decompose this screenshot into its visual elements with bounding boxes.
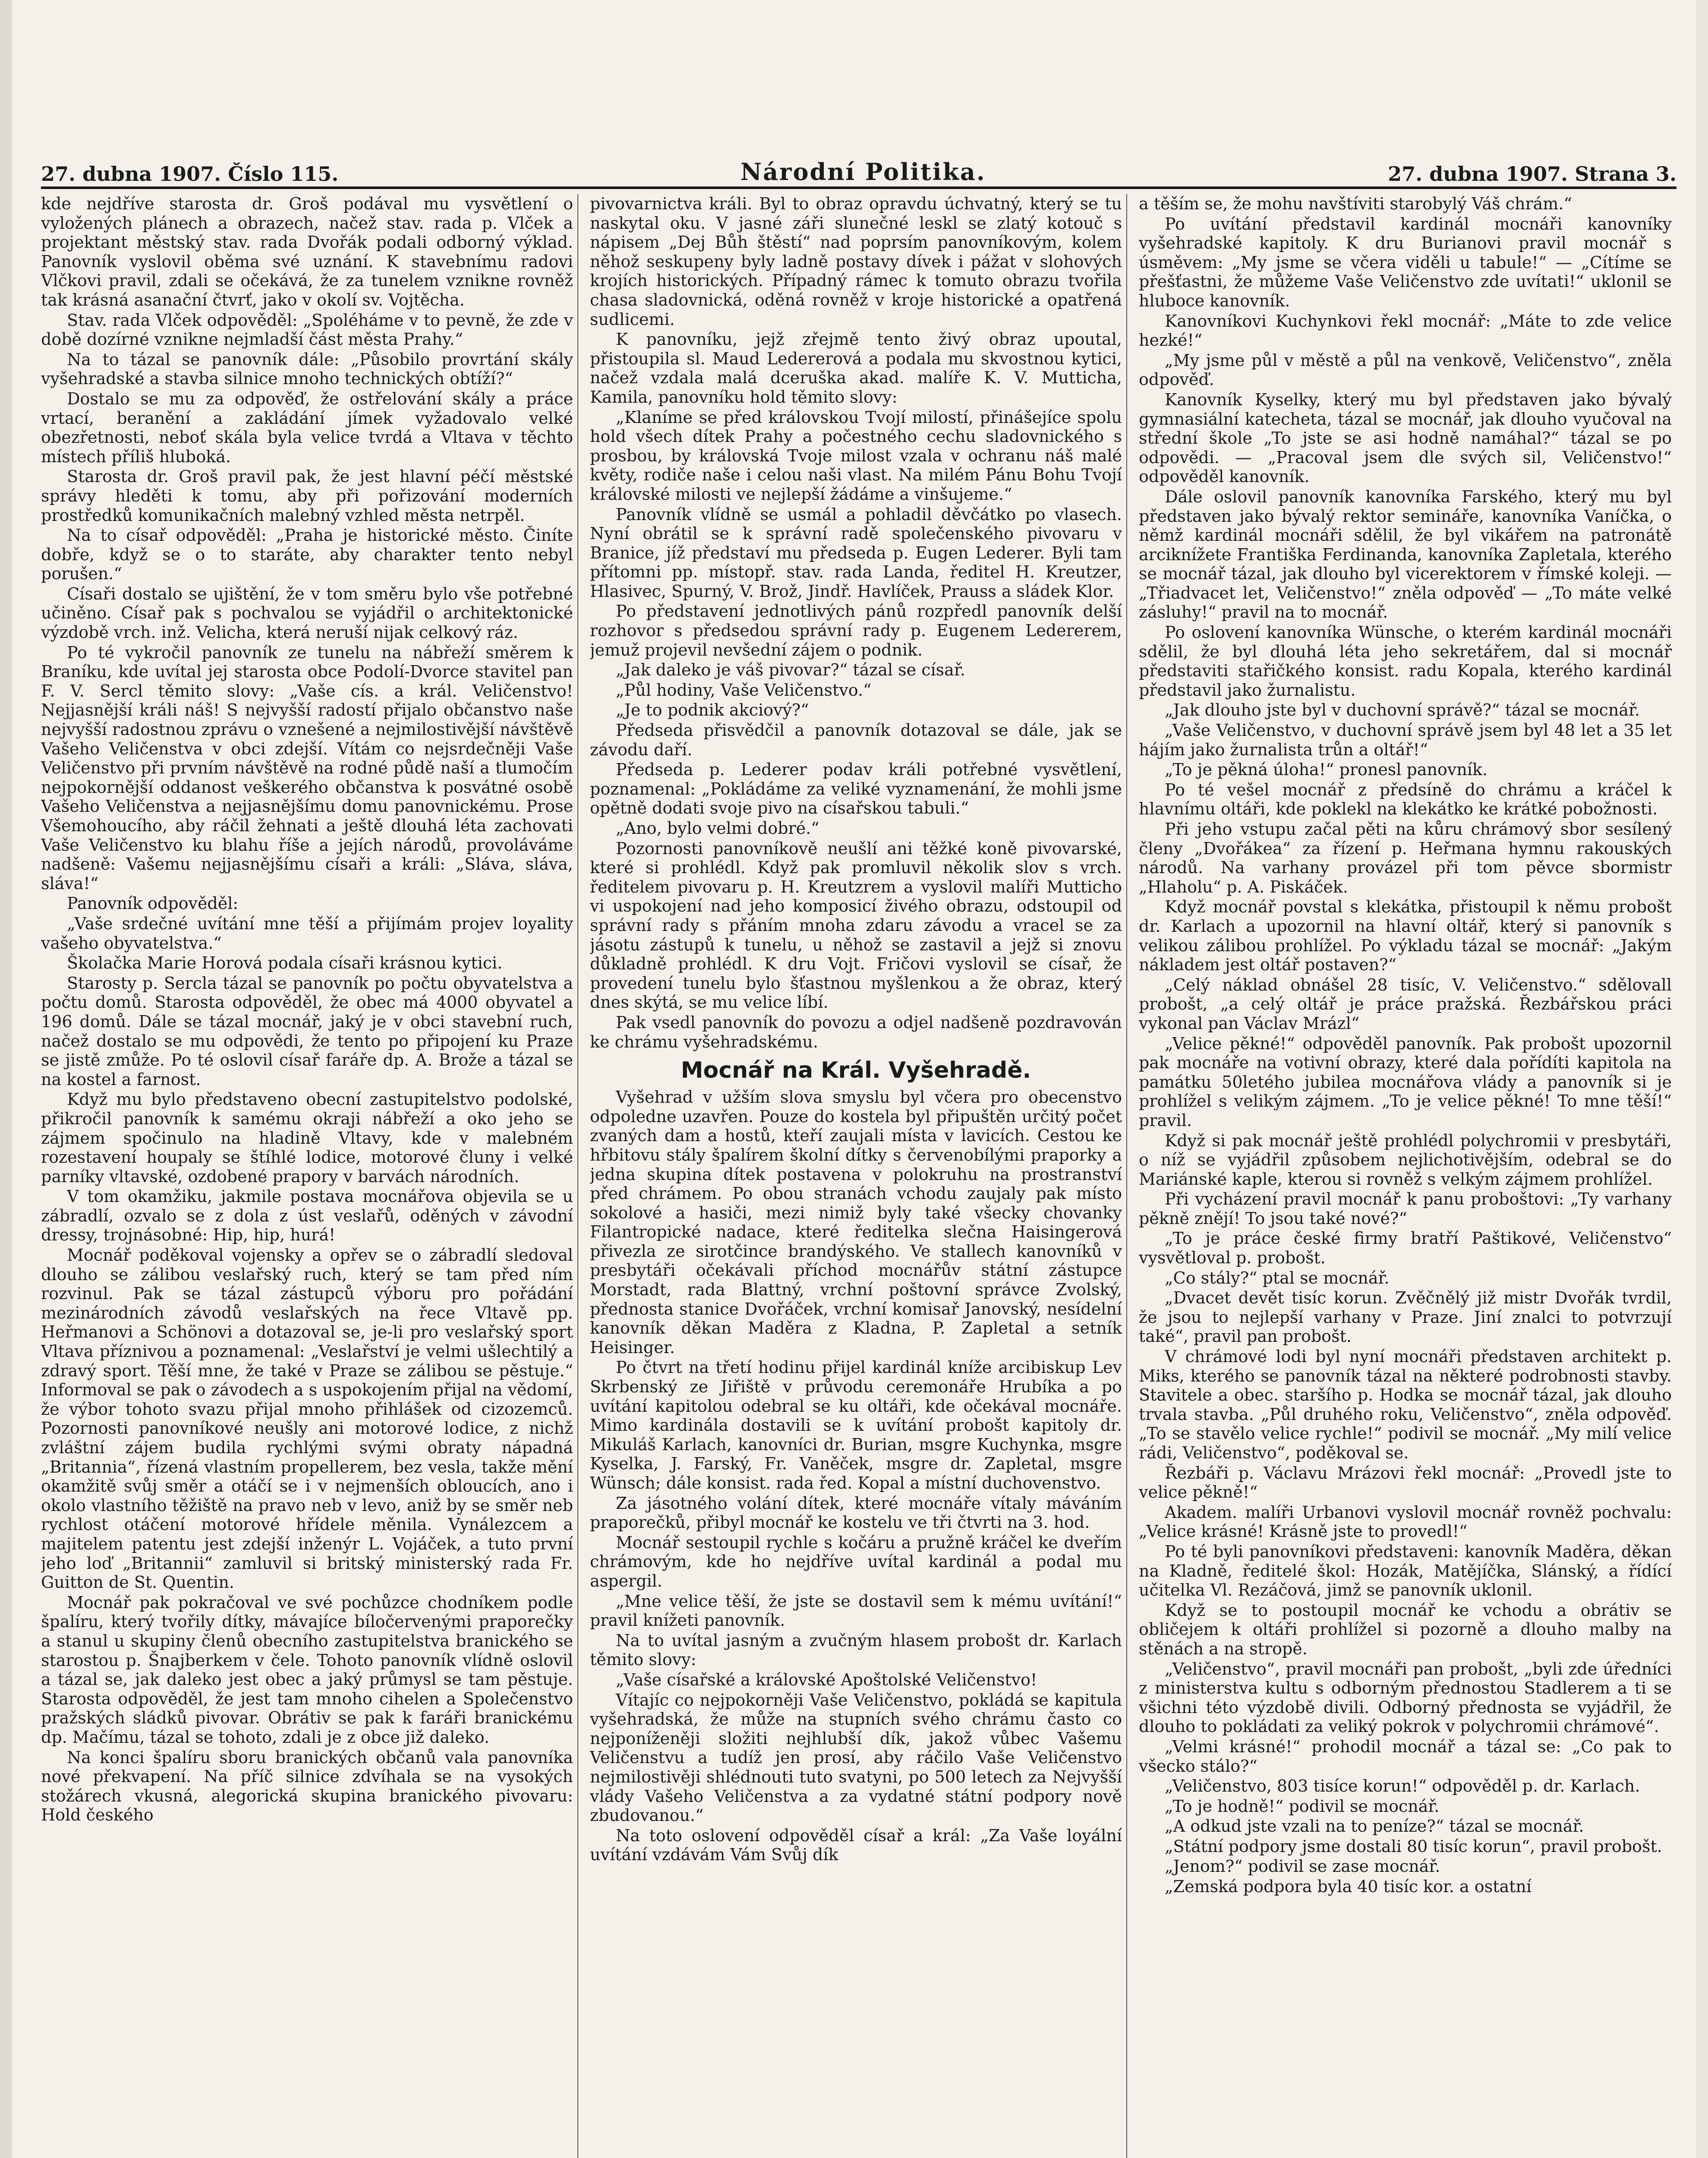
article-paragraph: Na konci špalíru sboru branických občanů vala panovníka nové překvapení. Na příč silnice zdvíhala se na vysokých stožárech vkusná, alegorická skupina branického pivovaru: Hold českého <box>41 1748 573 1825</box>
article-paragraph: Vyšehrad v užším slova smyslu byl včera pro obecenstvo odpoledne uzavřen. Pouze do kostela byl připuštěn určitý počet zvaných dam a hostů, kteří zaujali místa v lavicích. Cestou ke hřbitovu stály špalírem školní dítky s červenobílými praporky a jedna skupina dítek postavena v polokruhu na prostranství před chrámem. Po obou stranách vchodu zaujaly pak místo sokolové a hasiči, mezi nimiž byly také všecky chovanky Filantropické nadace, které ředitelka slečna Haisingerová přivezla ze sirotčince brandýského. Ve stallech kanovníků v presbytáři očekávali příchod mocnářův státní zástupce Morstadt, rada Blattný, vrchní poštovní správce Zvolský, přednosta stanice Dvořáček, vrchní komisař Janovský, nesídelní kanovník děkan Maděra z Kladna, P. Zapletal a setník Heisinger. <box>590 1088 1122 1357</box>
column-3 <box>1139 194 1676 2158</box>
header-rule <box>41 186 1676 189</box>
article-paragraph: Po té byli panovníkovi představeni: kanovník Maděra, děkan na Kladně, ředitelé škol: Hozák, Matějíčka, Slánský, a řídící učitelka Vl. Rezáčová, jimž se panovník uklonil. <box>1139 1542 1672 1600</box>
article-paragraph: „Veličenstvo“, pravil mocnáři pan probošt, „byli zde úředníci z ministerstva kultu s odborným přednostou Stadlerem a ti se všichni této výzdobě divili. Odborný přednosta se vyjádřil, že dlouho to pokládati za veliký pokrok v polychromii chrámové“. <box>1139 1659 1672 1736</box>
article-paragraph: Když mocnář povstal s klekátka, přistoupil k němu probošt dr. Karlach a upozornil na hlavní oltář, který si panovník s velikou zálibou prohlížel. Po výkladu tázal se mocnář: „Jakým nákladem jest oltář postaven?“ <box>1139 897 1672 975</box>
article-paragraph: Starosta dr. Groš pravil pak, že jest hlavní péčí městské správy hleděti k tomu, aby při pořizování moderních prostředků komunikačních malebný vzhled města netrpěl. <box>41 467 573 525</box>
column-1 <box>41 194 578 2158</box>
article-paragraph: Po té vykročil panovník ze tunelu na nábřeží směrem k Braníku, kde uvítal jej starosta obce Podolí-Dvorce stavitel pan F. V. Sercl těmito slovy: „Vaše cís. a král. Veličenstvo! Nejjasnější králi náš! S nejvyšší radostí přijalo občanstvo naše nejvyšší radostnou zprávu o vznešené a nejmilostivější návštěvě Vašeho Veličenstva v obci zdejší. Vítám co nejsrdečněji Vaše Veličenstvo při prvním návštěvě na rodné půdě naší a tlumočím nejpokornější oddanost veškerého občanstva k posvátné osobě Vašeho Veličenstva a nejjasnějšímu domu panovnickému. Prose Všemohoucího, aby ráčil žehnati a ještě dlouhá léta zachovati Vaše Veličenstvo ku blahu říše a jejích národů, provoláváme nadšeně: Vašemu nejjasnějšímu císaři a králi: „Sláva, sláva, sláva!“ <box>41 643 573 893</box>
header-date-issue: 27. dubna 1907. Číslo 115. <box>41 162 339 186</box>
article-paragraph: Na to uvítal jasným a zvučným hlasem probošt dr. Karlach těmito slovy: <box>590 1631 1122 1669</box>
header-date-page: 27. dubna 1907. Strana 3. <box>1388 162 1676 186</box>
article-paragraph: Akadem. malíři Urbanovi vyslovil mocnář rovněž pochvalu: „Velice krásné! Krásně jste to provedl!“ <box>1139 1502 1672 1541</box>
article-paragraph: Pak vsedl panovník do povozu a odjel nadšeně pozdravován ke chrámu vyšehradskému. <box>590 1013 1122 1051</box>
article-paragraph: „Velmi krásné!“ prohodil mocnář a tázal se: „Co pak to všecko stálo?“ <box>1139 1737 1672 1776</box>
article-paragraph: „My jsme půl v městě a půl na venkově, Veličenstvo“, zněla odpověď. <box>1139 350 1672 389</box>
article-paragraph: „Jak dlouho jste byl v duchovní správě?“ tázal se mocnář. <box>1165 700 1640 720</box>
article-paragraph: V chrámové lodi byl nyní mocnáři představen architekt p. Miks, kterého se panovník tázal na některé podrobnosti stavby. Stavitele a obec. staršího p. Hodka se mocnář tázal, jak dlouho trvala stavba. „Půl druhého roku, Veličenstvo“, zněla odpověď. „To se stavělo velice rychle!“ podivil se mocnář. „My milí velice rádi, Veličenstvo“, poděkoval se. <box>1139 1347 1672 1462</box>
article-paragraph: „Dvacet devět tisíc korun. Zvěčnělý již mistr Dvořák tvrdil, že jsou to nejlepší varhany v Praze. Jiní znalci to potvrzují také“, pravil pan probošt. <box>1139 1288 1672 1346</box>
article-paragraph: Za jásotného volání dítek, které mocnáře vítaly máváním praporečků, přibyl mocnář ke kostelu ve tři čtvrti na 3. hod. <box>590 1493 1122 1532</box>
article-columns <box>41 194 1676 2158</box>
article-paragraph: Po té vešel mocnář z předsíně do chrámu a kráčel k hlavnímu oltáři, kde poklekl na klekátko ke krátké pobožnosti. <box>1139 780 1672 819</box>
article-paragraph: Na toto oslovení odpověděl císař a král: „Za Vaše loyální uvítání vzdávám Vám Svůj dík <box>590 1826 1122 1865</box>
section-title: Mocnář na Král. Vyšehradě. <box>681 1057 1031 1084</box>
article-paragraph: „Klaníme se před královskou Tvojí milostí, přinášejíce spolu hold všech dítek Prahy a počestného cechu sladovnického s prosbou, by královská Tvoje milost vzala v ochranu náš malé květy, rodiče naše i celou naši vlast. Na milém Pánu Bohu Tvojí královské milosti ve nejlepší žádáme a vinšujeme.“ <box>590 407 1122 504</box>
article-paragraph: kde nejdříve starosta dr. Groš podával mu vysvětlení o vyložených plánech a obrazech, načež stav. rada p. Vlček a projektant městský stav. rada Dvořák podali odborný výklad. Panovník vyslovil oběma své uznání. K stavebnímu radovi Vlčkovi pravil, zdali se očekává, že za tunelem vznikne rovněž tak krásná asanační čtvrť, jako v okolí sv. Vojtěcha. <box>41 194 573 309</box>
article-paragraph: Při vycházení pravil mocnář k panu proboštovi: „Ty varhany pěkně znějí! To jsou také nové?“ <box>1139 1189 1672 1228</box>
article-paragraph: „Veličenstvo, 803 tisíce korun!“ odpověděl p. dr. Karlach. <box>1165 1776 1640 1796</box>
article-paragraph: Pozornosti panovníkově neušlí ani těžké koně pivovarské, které si prohlédl. Když pak promluvil několik slov s vrch. ředitelem pivovaru p. H. Kreutzrem a vyslovil malíři Mutticho vi uspokojení nad jeho komposicí živého obrazu, odstoupil od správní rady s přáním mnoha zdaru závodu a vracel se za jásotu zástupů k tunelu, u něhož se zastavil a jejž si znovu důkladně prohlédl. K dru Vojt. Fričovi vyslovil se císař, že provedení tunelu bylo šťastnou myšlenkou a že obraz, který dnes skýtá, se mu velice líbí. <box>590 839 1122 1012</box>
article-paragraph: Na to tázal se panovník dále: „Působilo provrtání skály vyšehradské a stavba silnice mnoho technických obtíží?“ <box>41 350 573 388</box>
article-paragraph: Vítajíc co nejpokorněji Vaše Veličenstvo, pokládá se kapitula vyšehradská, že může na stupních svého chrámu často co nejponíženěji složiti nejhlubší dík, jakož vůbec Vašemu Veličenstvu a tudíž jen prosí, aby ráčilo Vaše Veličenstvo nejmilostivěji shlédnouti tuto svatyni, po 500 letech za Nejvyšší vlády Vašeho Veličenstva a za vydatné státní podpory nově zbudovanou.“ <box>590 1690 1122 1825</box>
article-paragraph: Po čtvrt na třetí hodinu přijel kardinál kníže arcibiskup Lev Skrbenský ze Jiřiště v průvodu ceremonáře Hrubíka a po uvítání kapitolou odebral se ku oltáři, kde očekával mocnáře. Mimo kardinála dostavili se k uvítání probošt kapitoly dr. Mikuláš Karlach, kanovníci dr. Burian, msgre Kuchynka, msgre Kyselka, J. Farský, Fr. Vaněček, msgre dr. Zapletal, msgre Wünsch; dále konsist. rada řed. Kopal a místní duchovenstvo. <box>590 1358 1122 1492</box>
article-paragraph: Řezbáři p. Václavu Mrázovi řekl mocnář: „Provedl jste to velice pěkně!“ <box>1139 1463 1672 1502</box>
article-paragraph: Kanovník Kyselky, který mu byl představen jako bývalý gymnasiální katecheta, tázal se mocnář, jak dlouho vyučoval na střední škole „To jste se asi hodně namáhal?“ tázal se po odpovědi. — „Pracoval jsem dle svých sil, Veličenstvo!“ odpověděl kanovník. <box>1139 390 1672 486</box>
scan-edge-right <box>1696 0 1708 2158</box>
column-2 <box>590 194 1127 2158</box>
article-paragraph: Kanovníkovi Kuchynkovi řekl mocnář: „Máte to zde velice hezké!“ <box>1139 311 1672 350</box>
article-paragraph: „Ano, bylo velmi dobré.“ <box>616 819 819 838</box>
article-paragraph: Když mu bylo představeno obecní zastupitelstvo podolské, přikročil panovník k samému okraji nábřeží a oko jeho se zájmem spočinulo na hladině Vltavy, kde v malebném rozestavení houpaly se štíhlé lodice, motorové čluny i velké parníky vltavské, ozdobené prapory v barvách národních. <box>41 1090 573 1186</box>
article-paragraph: K panovníku, jejž zřejmě tento živý obraz upoutal, přistoupila sl. Maud Ledererová a podala mu skvostnou kytici, načež vzdala malá dceruška akad. malíře K. V. Mutticha, Kamila, panovníku hold těmito slovy: <box>590 330 1122 407</box>
article-paragraph: pivovarnictva králi. Byl to obraz opravdu úchvatný, který se tu naskytal oku. V jasné záři slunečné leskl se zlatý kotouč s nápisem „Dej Bůh štěstí“ nad poprsím panovníkovým, kolem něhož seskupeny byly ladně postavy dívek i pážat v slohových krojích historických. Případný rámec k tomuto obrazu tvořila chasa sladovnická, oděná rovněž v kroje historické a opatřená sudlicemi. <box>590 194 1122 329</box>
article-paragraph: Panovník odpověděl: <box>67 894 239 913</box>
article-paragraph: „Vaše srdečné uvítání mne těší a přijímám projev loyality vašeho obyvatelstva.“ <box>41 914 573 953</box>
newspaper-masthead: Národní Politika. <box>740 158 986 186</box>
article-paragraph: „To je hodně!“ podivil se mocnář. <box>1165 1796 1440 1816</box>
article-paragraph: Na to císař odpověděl: „Praha je historické město. Činíte dobře, když se o to staráte, aby charakter tento nebyl porušen.“ <box>41 526 573 584</box>
article-paragraph: Při jeho vstupu začal pěti na kůru chrámový sbor sesílený členy „Dvořákea“ za řízení p. Heřmana hymnu rakouských národů. Na varhany provázel při tom pěvce sbormistr „Hlaholu“ p. A. Piskáček. <box>1139 820 1672 896</box>
article-paragraph: „Zemská podpora byla 40 tisíc kor. a ostatní <box>1165 1877 1532 1896</box>
article-paragraph: Po oslovení kanovníka Wünsche, o kterém kardinál mocnáři sdělil, že byl dlouhá léta jeho sekretářem, dal si mocnář představiti stařičkého konsist. radu Kopala, kterého kardinál představil jako žurnalistu. <box>1139 623 1672 700</box>
article-paragraph: Starosty p. Sercla tázal se panovník po počtu obyvatelstva a počtu domů. Starosta odpověděl, že obec má 4000 obyvatel a 196 domů. Dále se tázal mocnář, jaký je v obci stavební ruch, načež dostalo se mu odpovědi, že tento po připojení ku Praze se jistě zmůže. Po té oslovil císař faráře dp. A. Brože a tázal se na kostel a farnost. <box>41 973 573 1089</box>
article-paragraph: Dostalo se mu za odpověď, že ostřelování skály a práce vrtací, beranění a zakládání jímek vyžadovalo velké obezřetnosti, neboť skála byla velice tvrdá a Vltava v těchto místech příliš hluboká. <box>41 389 573 466</box>
page-header <box>41 155 1676 186</box>
article-paragraph: „Jak daleko je váš pivovar?“ tázal se císař. <box>616 660 965 680</box>
article-paragraph: „Co stály?“ ptal se mocnář. <box>1165 1268 1390 1287</box>
article-paragraph: Mocnář sestoupil rychle s kočáru a pružně kráčel ke dveřím chrámovým, kde ho nejdříve uvítal kardinál a podal mu aspergil. <box>590 1533 1122 1590</box>
article-paragraph: Školačka Marie Horová podala císaři krásnou kytici. <box>67 953 503 973</box>
article-paragraph: Předseda přisvědčil a panovník dotazoval se dále, jak se závodu daří. <box>590 721 1122 759</box>
article-paragraph: „Státní podpory jsme dostali 80 tisíc korun“, pravil probošt. <box>1165 1836 1662 1856</box>
article-paragraph: „Celý náklad obnášel 28 tisíc, V. Veličenstvo.“ sdělovall probošt, „a celý oltář je práce pražská. Řezbářskou práci vykonal pan Václav Mrázl“ <box>1139 975 1672 1033</box>
article-paragraph: Císaři dostalo se ujištění, že v tom směru bylo vše potřebné učiněno. Císař pak s pochvalou se vyjádřil o architektonické výzdobě vrch. inž. Velicha, která neruší nijak celkový ráz. <box>41 584 573 642</box>
scan-edge-left <box>0 0 12 2158</box>
article-paragraph: „Půl hodiny, Vaše Veličenstvo.“ <box>616 680 872 700</box>
article-paragraph: „Velice pěkné!“ odpověděl panovník. Pak probošt upozornil pak mocnáře na votivní obrazy, které dala pořídíti kapitola na památku 50letého jubilea mocnářova vlády a panovník si je prohlížel s velikým zájmem. „To je velice pěkné! To mne těší!“ pravil. <box>1139 1034 1672 1130</box>
article-paragraph: Mocnář poděkoval vojensky a opřev se o zábradlí sledoval dlouho se zálibou veslařský ruch, který se tam před ním rozvinul. Pak se tázal zástupců výboru pro pořádání mezinárodních závodů veslařských na řece Vltavě pp. Heřmanovi a Schönovi a dotazoval se, je-li pro veslařský sport Vltava příznivou a poznamenal: „Veslařství je velmi ušlechtilý a zdravý sport. Těší mne, že také v Praze se zálibou se pěstuje.“ Informoval se pak o závodech a s uspokojením přijal na vědomí, že výbor tohoto svazu přijal mnoho přihlášek od cizozemců. Pozornosti panovníkové neušly ani motorové lodice, z nichž zvláštní zájem budila rychlými svými obraty nápadná „Britannia“, řízená vlastním propellerem, bez vesla, takže mění okamžitě svůj směr a otáčí se i v nejmenších obloucích, ano i okolo vlastního těžiště na pravo neb v levo, aniž by se směr neb rychlost otáčení motorové hřídele měnila. Vynálezcem a majitelem patentu jest zdejší inženýr L. Vojáček, a tuto první jeho loď „Britannii“ zamluvil si britský ministerský rada Fr. Guitton de St. Quentin. <box>41 1246 573 1592</box>
article-paragraph: Po uvítání představil kardinál mocnáři kanovníky vyšehradské kapitoly. K dru Burianovi pravil mocnář s úsměvem: „My jsme se včera viděli u tabule!“ — „Cítíme se přešťastni, že můžeme Vaše Veličenstvo zde uvítati!“ uklonil se hluboce kanovník. <box>1139 214 1672 310</box>
article-paragraph: Dále oslovil panovník kanovníka Farského, který mu byl představen jako bývalý rektor semináře, kanovníka Vaníčka, o němž kardinál mocnáři sdělil, že byl vikářem na patronátě arciknížete Františka Ferdinanda, kanovníka Zapletala, kterého se mocnář tázal, jak dlouho byl vicerektorem v římské koleji. — „Třiadvacet let, Veličenstvo!“ zněla odpověď — „To máte velké zásluhy!“ pravil na to mocnář. <box>1139 487 1672 622</box>
article-paragraph: Panovník vlídně se usmál a pohladil děvčátko po vlasech. Nyní obrátil se k správní radě společenského pivovaru v Branice, jíž představí mu předseda p. Eugen Lederer. Byli tam přítomni pp. místopř. stav. rada Landa, ředitel H. Kreutzer, Hlasivec, Spurný, V. Brož, Jindř. Havlíček, Prauss a sládek Klor. <box>590 505 1122 601</box>
article-paragraph: Když si pak mocnář ještě prohlédl polychromii v presbytáři, o níž se vyjádřil způsobem nejlichotivějším, odebral se do Mariánské kaple, kterou si rovněž s velkým zájmem prohlížel. <box>1139 1131 1672 1189</box>
article-paragraph: Předseda p. Lederer podav králi potřebné vysvětlení, poznamenal: „Pokládáme za veliké vyznamenání, že mohli jsme opětně dodati svoje pivo na císařskou tabuli.“ <box>590 760 1122 818</box>
article-paragraph: Mocnář pak pokračoval ve své pochůzce chodníkem podle špalíru, který tvořily dítky, mávajíce bíločervenými praporečky a stanul u skupiny členů obecního zastupitelstva branického se starostou p. Šnajberkem v čele. Tohoto panovník vlídně oslovil a tázal se, jak daleko jest obec a jaký průmysl se tam pěstuje. Starosta odpověděl, že jest tam mnoho cihelen a Společenstvo pražských sládků pivovar. Obrátiv se pak k faráři branickému dp. Mačímu, tázal se tohoto, zdali je z obce již daleko. <box>41 1593 573 1747</box>
article-paragraph: a těším se, že mohu navštíviti starobylý Váš chrám.“ <box>1139 194 1572 213</box>
article-paragraph: Po představení jednotlivých pánů rozpředl panovník delší rozhovor s předsedou správní rady p. Eugenem Ledererem, jemuž projevil nevšední zájem o podnik. <box>590 602 1122 659</box>
article-paragraph: „Vaše Veličenstvo, v duchovní správě jsem byl 48 let a 35 let hájím jako žurnalista trůn a oltář!“ <box>1139 721 1672 759</box>
article-paragraph: „To je práce české firmy bratří Paštikové, Veličenstvo“ vysvětloval p. probošt. <box>1139 1229 1672 1268</box>
article-paragraph: Když se to postoupil mocnář ke vchodu a obrátiv se obličejem k oltáři prohlížel si pozorně a dlouho malby na stěnách a na stropě. <box>1139 1600 1672 1658</box>
article-paragraph: „Mne velice těší, že jste se dostavil sem k mému uvítání!“ pravil knížeti panovník. <box>590 1591 1122 1630</box>
article-paragraph: Stav. rada Vlček odpověděl: „Spoléháme v to pevně, že zde v době dozírné vznikne nejmladší část města Prahy.“ <box>41 310 573 349</box>
article-paragraph: „Vaše císařské a královské Apoštolské Veličenstvo! <box>616 1670 1037 1689</box>
article-paragraph: „To je pěkná úloha!“ pronesl panovník. <box>1165 760 1488 779</box>
article-paragraph: „Jenom?“ podivil se zase mocnář. <box>1165 1857 1440 1876</box>
article-paragraph: „A odkud jste vzali na to peníze?“ tázal se mocnář. <box>1165 1817 1584 1836</box>
article-paragraph: „Je to podnik akciový?“ <box>616 700 809 720</box>
article-paragraph: V tom okamžiku, jakmile postava mocnářova objevila se u zábradlí, ozvalo se z dola z úst veslařů, oděných v závodní dressy, trojnásobné: Hip, hip, hurá! <box>41 1187 573 1245</box>
